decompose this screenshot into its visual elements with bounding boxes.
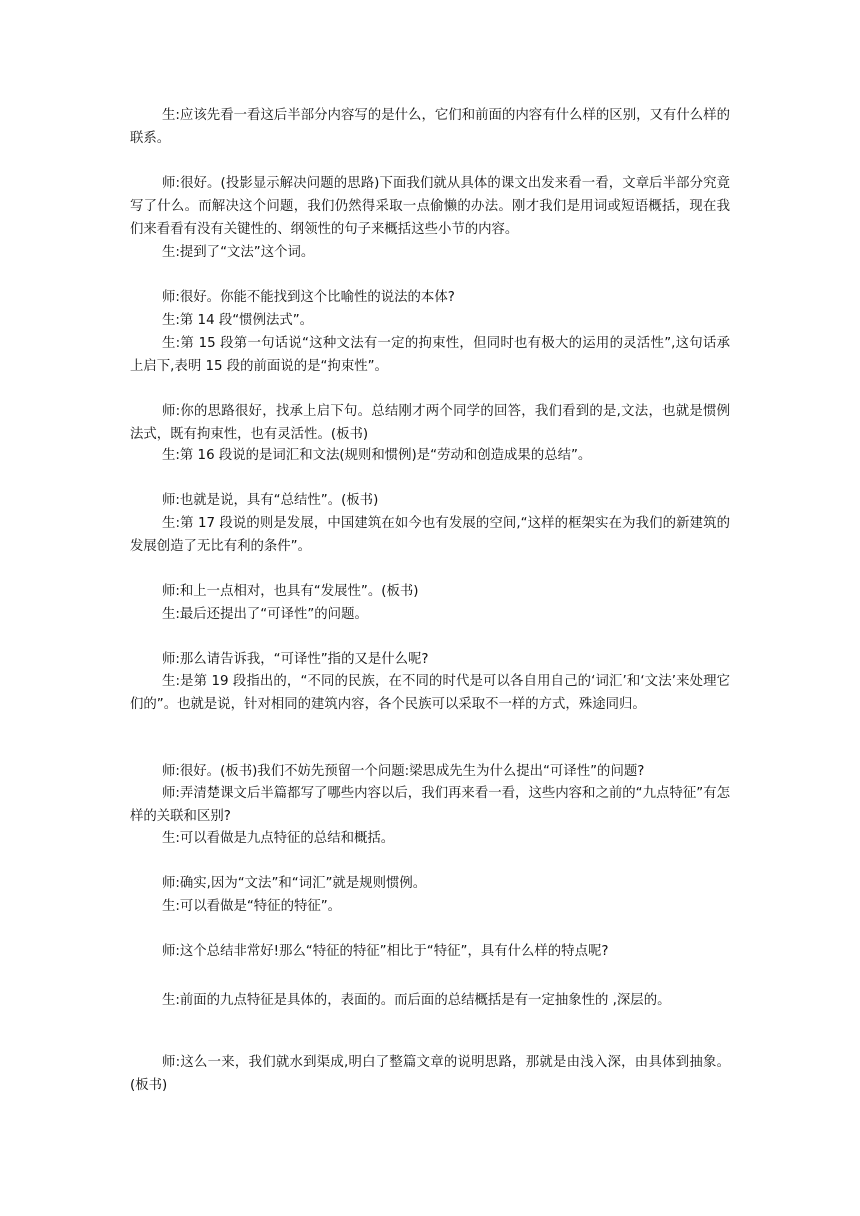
paragraph: 生:是第 19 段指出的，“不同的民族，在不同的时代是可以各自用自己的‘词汇’和‘文法’来处理它们的”。也就是说，针对相同的建筑内容，各个民族可以采取不一样的方式，殊途同归。: [130, 674, 730, 712]
paragraph: 师:也就是说，具有“总结性”。(板书): [162, 493, 379, 508]
paragraph: 生:应该先看一看这后半部分内容写的是什么，它们和前面的内容有什么样的区别，又有什么样的联系。: [130, 108, 730, 146]
paragraph: 生:前面的九点特征是具体的，表面的。而后面的总结概括是有一定抽象性的 ,深层的。: [162, 993, 671, 1008]
paragraph: 生:第 17 段说的则是发展，中国建筑在如今也有发展的空间,“这样的框架实在为我们的新建筑的发展创造了无比有利的条件”。: [130, 516, 730, 554]
paragraph: 生:可以看做是“特征的特征”。: [162, 899, 342, 914]
paragraph: 生:第 16 段说的是词汇和文法(规则和惯例)是“劳动和创造成果的总结”。: [162, 448, 592, 463]
paragraph: 师:确实,因为“文法”和“词汇”就是规则惯例。: [162, 876, 427, 891]
paragraph: 师:你的思路很好，找承上启下句。总结刚才两个同学的回答，我们看到的是,文法，也就是惯例法式，既有拘束性，也有灵活性。(板书): [130, 404, 730, 442]
paragraph: 生:提到了“文法”这个词。: [162, 245, 315, 260]
paragraph: 生:可以看做是九点特征的总结和概括。: [162, 831, 395, 846]
paragraph: 师:很好。(投影显示解决问题的思路)下面我们就从具体的课文出发来看一看，文章后半部分究竟写了什么。而解决这个问题，我们仍然得采取一点偷懒的办法。刚才我们是用词或短语概括，现在我们来看看有没有关键性的、纲领性的句子来概括这些小节的内容。: [130, 176, 730, 237]
paragraph: 师:那么请告诉我，“可译性”指的又是什么呢?: [162, 652, 429, 667]
paragraph: 师:这个总结非常好!那么“特征的特征”相比于“特征”，具有什么样的特点呢?: [162, 944, 609, 959]
paragraph: 师:很好。你能不能找到这个比喻性的说法的本体?: [162, 290, 455, 305]
paragraph: 生:第 14 段“惯例法式”。: [162, 313, 314, 328]
paragraph: 生:最后还提出了“可译性”的问题。: [162, 607, 368, 622]
paragraph: 师:这么一来，我们就水到渠成,明白了整篇文章的说明思路，那就是由浅入深，由具体到抽象。(板书): [130, 1055, 730, 1093]
paragraph: 师:和上一点相对，也具有“发展性”。(板书): [162, 584, 419, 599]
paragraph: 生:第 15 段第一句话说“这种文法有一定的拘束性，但同时也有极大的运用的灵活性”,这句话承上启下,表明 15 段的前面说的是“拘束性”。: [130, 336, 730, 374]
paragraph: 师:很好。(板书)我们不妨先预留一个问题:梁思成先生为什么提出“可译性”的问题?: [162, 764, 645, 779]
paragraph: 师:弄清楚课文后半篇都写了哪些内容以后，我们再来看一看，这些内容和之前的“九点特征”有怎样的关联和区别?: [130, 786, 730, 824]
